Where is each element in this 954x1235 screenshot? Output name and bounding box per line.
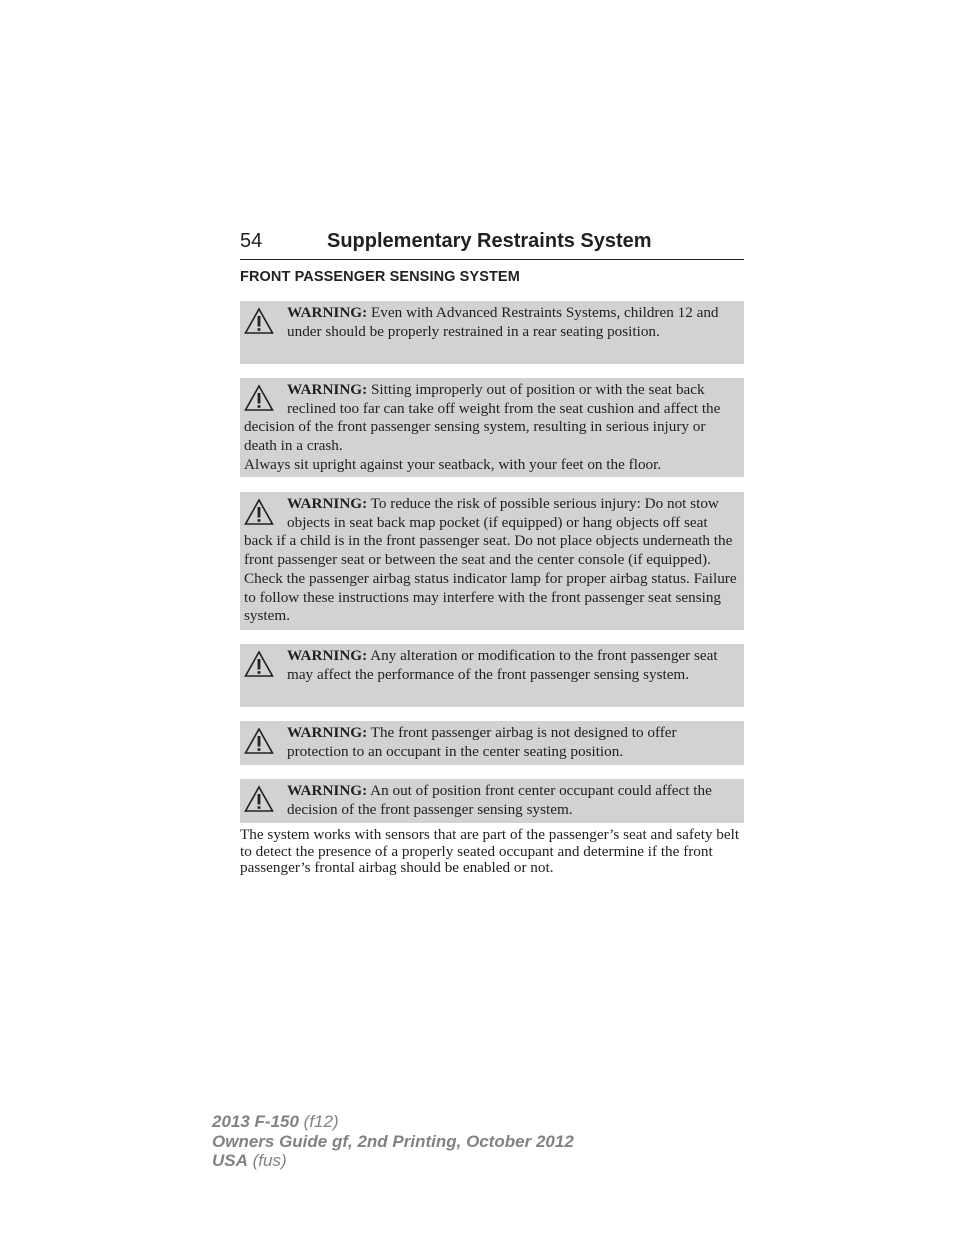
warning-label: WARNING: xyxy=(287,782,368,799)
warning-triangle-icon xyxy=(244,498,278,530)
footer-line-model xyxy=(212,1112,574,1132)
footer-guide: Owners Guide gf, 2nd Printing, October 2012 xyxy=(212,1131,574,1151)
warning-label: WARNING: xyxy=(287,724,368,741)
warning-triangle-icon xyxy=(244,307,278,339)
warning-triangle-icon xyxy=(244,785,278,817)
chapter-title: Supplementary Restraints System xyxy=(327,230,652,252)
warning-body: The front passenger airbag is not designed to offer protection to an occupant in the center seating position. xyxy=(287,724,677,760)
warning-box-6 xyxy=(240,779,744,823)
warning-label: WARNING: xyxy=(287,495,368,512)
page-number: 54 xyxy=(240,230,263,252)
warning-text xyxy=(244,647,740,684)
warning-body: To reduce the risk of possible serious injury: Do not stow objects in seat back map pocket (if equipped) or hang objects off seat back if a child is in the front passenger seat. Do not place objects underneath the front passenger seat or between the seat and the center console (if equipped). Check the passenger airbag status indicator lamp for proper airbag status. Failure to follow these instructions may interfere with the front passenger seat sensing system. xyxy=(244,495,737,625)
page-header xyxy=(240,229,744,260)
warning-box-5 xyxy=(240,721,744,765)
warning-box-4 xyxy=(240,644,744,707)
page-footer xyxy=(212,1112,574,1171)
footer-line-region xyxy=(212,1151,574,1171)
warning-extra-text: Always sit upright against your seatback, with your feet on the floor. xyxy=(244,455,662,473)
warning-triangle-icon xyxy=(244,650,278,682)
warning-box-1 xyxy=(240,301,744,364)
footer-region: USA xyxy=(212,1151,248,1170)
warning-text xyxy=(244,381,740,456)
footer-model: 2013 F-150 xyxy=(212,1112,299,1131)
warning-box-2 xyxy=(240,378,744,477)
warning-text xyxy=(244,724,740,761)
warning-triangle-icon xyxy=(244,384,278,416)
warning-body: Sitting improperly out of position or with the seat back reclined too far can take off weight from the seat cushion and affect the decision of the front passenger sensing system, resulting in serious injury or death in a crash. xyxy=(244,381,721,455)
warning-text xyxy=(244,782,740,819)
warning-triangle-icon xyxy=(244,727,278,759)
warning-label: WARNING: xyxy=(287,381,368,398)
section-title: FRONT PASSENGER SENSING SYSTEM xyxy=(240,269,520,285)
warning-text xyxy=(244,495,740,626)
warning-body: An out of position front center occupant could affect the decision of the front passenger sensing system. xyxy=(287,782,712,818)
warning-text xyxy=(244,304,740,341)
warning-box-3 xyxy=(240,492,744,630)
footer-region-code: (fus) xyxy=(247,1151,287,1170)
warning-label: WARNING: xyxy=(287,304,368,321)
warning-body: Any alteration or modification to the front passenger seat may affect the performance of the front passenger sensing system. xyxy=(287,647,718,683)
warning-body: Even with Advanced Restraints Systems, children 12 and under should be properly restrained in a rear seating position. xyxy=(287,304,719,340)
footer-model-code: (f12) xyxy=(298,1112,339,1131)
warning-label: WARNING: xyxy=(287,647,368,664)
body-paragraph: The system works with sensors that are part of the passenger’s seat and safety belt to detect the presence of a properly seated occupant and determine if the front passenger’s frontal airbag should be enabled or not. xyxy=(240,826,740,876)
